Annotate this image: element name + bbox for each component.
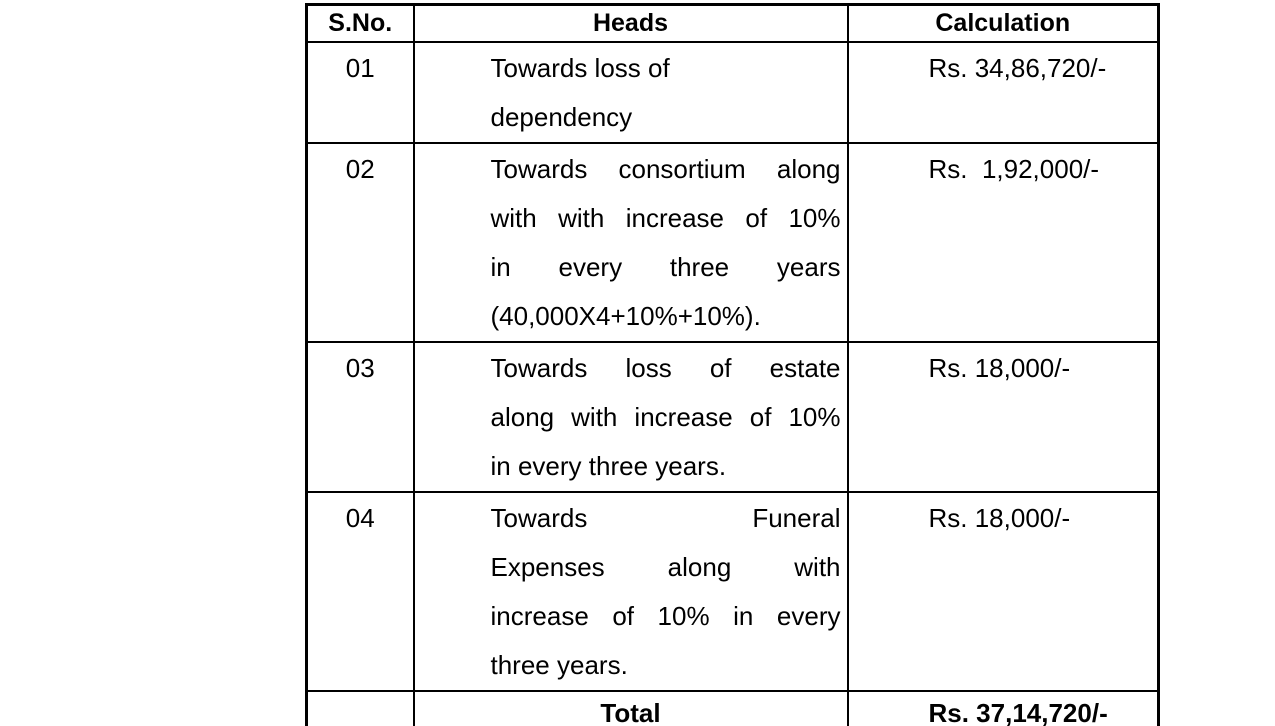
head-line: Towards loss of xyxy=(490,52,670,83)
sno-cell: 01 xyxy=(307,42,414,143)
head-line: Expenses along with xyxy=(490,551,841,582)
heads-cell xyxy=(414,342,848,492)
head-line: Towards loss of estate xyxy=(490,352,841,383)
head-line: dependency xyxy=(490,101,633,132)
head-line: increase of 10% in every xyxy=(490,600,841,631)
sno-cell: 04 xyxy=(307,492,414,691)
head-line: three years. xyxy=(490,649,628,680)
column-header-calculation: Calculation xyxy=(848,5,1159,42)
table-row-01 xyxy=(307,42,1159,143)
head-line: in every three years. xyxy=(490,450,727,481)
sno-cell: 02 xyxy=(307,143,414,342)
head-line: Towards consortium along xyxy=(490,153,841,184)
heads-cell xyxy=(414,143,848,342)
head-line: (40,000X4+10%+10%). xyxy=(490,300,761,331)
head-line: Towards Funeral xyxy=(490,502,841,533)
total-row xyxy=(307,691,1159,726)
sno-cell: 03 xyxy=(307,342,414,492)
calculation-cell: Rs. 18,000/- xyxy=(848,342,1159,492)
calculation-cell: Rs. 34,86,720/- xyxy=(848,42,1159,143)
sno-cell-empty xyxy=(307,691,414,726)
head-line: in every three years xyxy=(490,251,841,282)
table-row-04 xyxy=(307,492,1159,691)
table-row-03 xyxy=(307,342,1159,492)
calculation-cell: Rs. 18,000/- xyxy=(848,492,1159,691)
column-header-heads: Heads xyxy=(414,5,848,42)
calculation-cell: Rs. 1,92,000/- xyxy=(848,143,1159,342)
column-header-sno: S.No. xyxy=(307,5,414,42)
head-line: along with increase of 10% xyxy=(490,401,841,432)
compensation-table xyxy=(305,3,1160,726)
table-row-02 xyxy=(307,143,1159,342)
head-line: with with increase of 10% xyxy=(490,202,841,233)
total-amount-cell: Rs. 37,14,720/- xyxy=(848,691,1159,726)
header-row xyxy=(307,5,1159,42)
heads-cell xyxy=(414,492,848,691)
heads-cell xyxy=(414,42,848,143)
total-label-cell: Total xyxy=(414,691,848,726)
